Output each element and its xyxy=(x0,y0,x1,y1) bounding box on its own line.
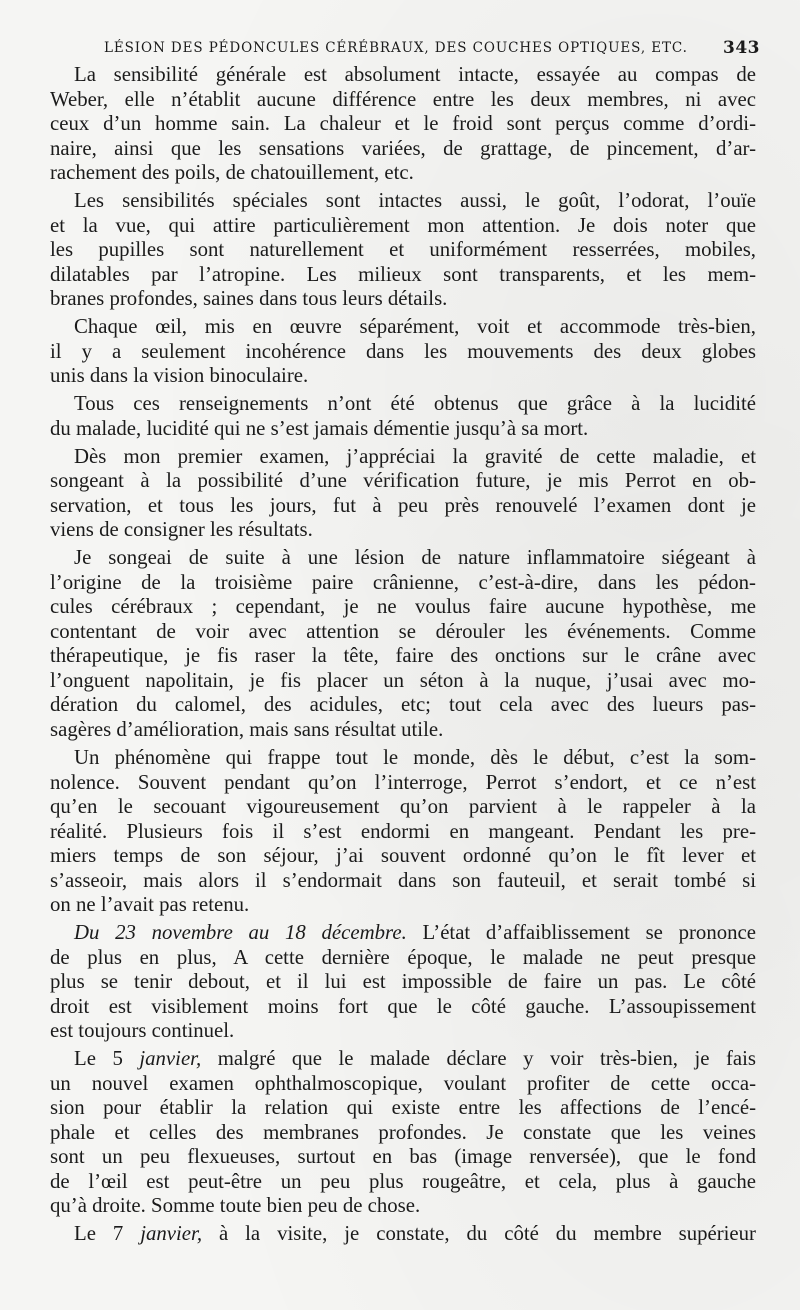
text-line: La sensibilité générale est absolument intacte, essayée au compas de xyxy=(74,63,756,86)
text-line: servation, et tous les jours, fut à peu près renouvelé l’examen dont je xyxy=(50,493,756,517)
text-line: Dès mon premier examen, j’appréciai la gravité de cette maladie, et xyxy=(74,444,756,468)
text-run: à la visite, je constate, du côté du membre supérieur xyxy=(218,1222,756,1246)
paragraph-lesion-inflammatoire xyxy=(50,546,756,742)
text-line: contentant de voir avec attention se dérouler les événements. Comme xyxy=(50,619,756,643)
text-line: viens de consigner les résultats. xyxy=(50,518,313,542)
text-line: ceux d’un homme sain. La chaleur et le froid sont perçus comme d’ordi- xyxy=(50,112,756,135)
text-line: sont un peu flexueuses, surtout en bas (image renversée), que le fond xyxy=(50,1145,756,1169)
paragraph-sensibilite-generale xyxy=(50,63,756,186)
running-header xyxy=(104,38,760,62)
date-heading: janvier, xyxy=(140,1222,203,1246)
text-line: nolence. Souvent pendant qu’on l’interroge, Perrot s’endort, et ce n’est xyxy=(50,770,756,794)
text-line: de l’œil est peut-être un peu plus rougeâtre, et cela, plus à gauche xyxy=(50,1169,756,1193)
text-line: cules cérébraux ; cependant, je ne voulus faire aucune hypothèse, me xyxy=(50,595,756,619)
text-line: thérapeutique, je fis raser la tête, faire des onctions sur le crâne avec xyxy=(50,644,756,668)
text-line: du malade, lucidité qui ne s’est jamais démentie jusqu’à sa mort. xyxy=(50,416,589,440)
text-line: il y a seulement incohérence dans les mouvements des deux globes xyxy=(50,339,756,363)
text-line: dération du calomel, des acidules, etc; tout cela avec des lueurs pas- xyxy=(50,693,756,717)
paragraph-chaque-oeil xyxy=(50,315,756,389)
text-line: l’onguent napolitain, je fis placer un séton à la nuque, j’usai avec mo- xyxy=(50,668,756,692)
page-number: 343 xyxy=(723,38,760,58)
text-line: Weber, elle n’établit aucune différence entre les deux membres, ni avec xyxy=(50,87,756,111)
text-line: sion pour établir la relation qui existe entre les affections de l’encé- xyxy=(50,1096,756,1120)
paragraph-somnolence xyxy=(50,746,756,918)
text-line: Les sensibilités spéciales sont intactes aussi, le goût, l’odorat, l’ouïe xyxy=(74,189,756,213)
paragraph-5-janvier xyxy=(50,1047,756,1219)
text-line: les pupilles sont naturellement et uniformément resserrées, mobiles, xyxy=(50,238,756,262)
text-line xyxy=(50,1222,756,1247)
text-line: s’asseoir, mais alors il s’endormait dans son fauteuil, et serait tombé si xyxy=(50,868,756,892)
text-line: sagères d’amélioration, mais sans résultat utile. xyxy=(50,717,444,741)
paragraph-7-janvier xyxy=(50,1222,756,1247)
text-line xyxy=(50,1047,756,1072)
paragraph-renseignements xyxy=(50,392,756,441)
text-line: unis dans la vision binoculaire. xyxy=(50,364,309,388)
text-line: naire, ainsi que les sensations variées, de grattage, de pincement, d’ar- xyxy=(50,136,756,160)
text-line: de plus en plus, A cette dernière époque, le malade ne peut presque xyxy=(50,945,756,969)
text-line: est toujours continuel. xyxy=(50,1019,235,1043)
text-run: malgré que le malade déclare y voir très-bien, je fais xyxy=(217,1047,756,1071)
text-line: réalité. Plusieurs fois il s’est endormi en mangeant. Pendant les pre- xyxy=(50,819,756,843)
text-line: Un phénomène qui frappe tout le monde, dès le début, c’est la som- xyxy=(74,746,756,770)
date-prefix: Le 5 xyxy=(74,1047,123,1071)
date-heading: janvier, xyxy=(139,1047,202,1071)
text-line: droit est visiblement moins fort que le côté gauche. L’assoupissement xyxy=(50,994,756,1018)
text-line: branes profondes, saines dans tous leurs détails. xyxy=(50,287,448,311)
text-line: un nouvel examen ophthalmoscopique, voulant profiter de cette occa- xyxy=(50,1071,756,1095)
text-line: rachement des poils, de chatouillement, etc. xyxy=(50,161,414,184)
text-line xyxy=(50,921,756,946)
text-line: Tous ces renseignements n’ont été obtenus que grâce à la lucidité xyxy=(74,392,756,416)
text-run: L’état d’affaiblissement se prononce xyxy=(422,921,756,945)
paragraph-premier-examen xyxy=(50,445,756,543)
text-line: Je songeai de suite à une lésion de nature inflammatoire siégeant à xyxy=(74,546,756,570)
text-line: plus se tenir debout, et il lui est impossible de faire un pas. Le côté xyxy=(50,970,756,994)
date-prefix: Le 7 xyxy=(74,1222,124,1246)
text-line: qu’à droite. Somme toute bien peu de chose. xyxy=(50,1194,421,1218)
paragraph-sensibilites-speciales xyxy=(50,189,756,312)
text-line: dilatables par l’atropine. Les milieux sont transparents, et les mem- xyxy=(50,262,756,286)
text-line: on ne l’avait pas retenu. xyxy=(50,893,250,917)
text-line: et la vue, qui attire particulièrement mon attention. Je dois noter que xyxy=(50,213,756,237)
text-line: Chaque œil, mis en œuvre séparément, voit et accommode très-bien, xyxy=(74,315,756,339)
text-line: miers temps de son séjour, j’ai souvent ordonné qu’on le fît lever et xyxy=(50,844,756,868)
text-line: songeant à la possibilité d’une vérification future, je mis Perrot en ob- xyxy=(50,469,756,493)
text-line: qu’en le secouant vigoureusement qu’on parvient à le rappeler à la xyxy=(50,795,756,819)
paragraph-23-novembre xyxy=(50,921,756,1044)
text-line: phale et celles des membranes profondes. Je constate que les veines xyxy=(50,1120,756,1144)
text-line: l’origine de la troisième paire crânienne, c’est-à-dire, dans les pédon- xyxy=(50,570,756,594)
running-title: LÉSION DES PÉDONCULES CÉRÉBRAUX, DES COUCHES OPTIQUES, ETC. xyxy=(104,40,688,56)
body-text xyxy=(50,63,756,1247)
date-heading: Du 23 novembre au 18 décembre. xyxy=(74,921,407,945)
